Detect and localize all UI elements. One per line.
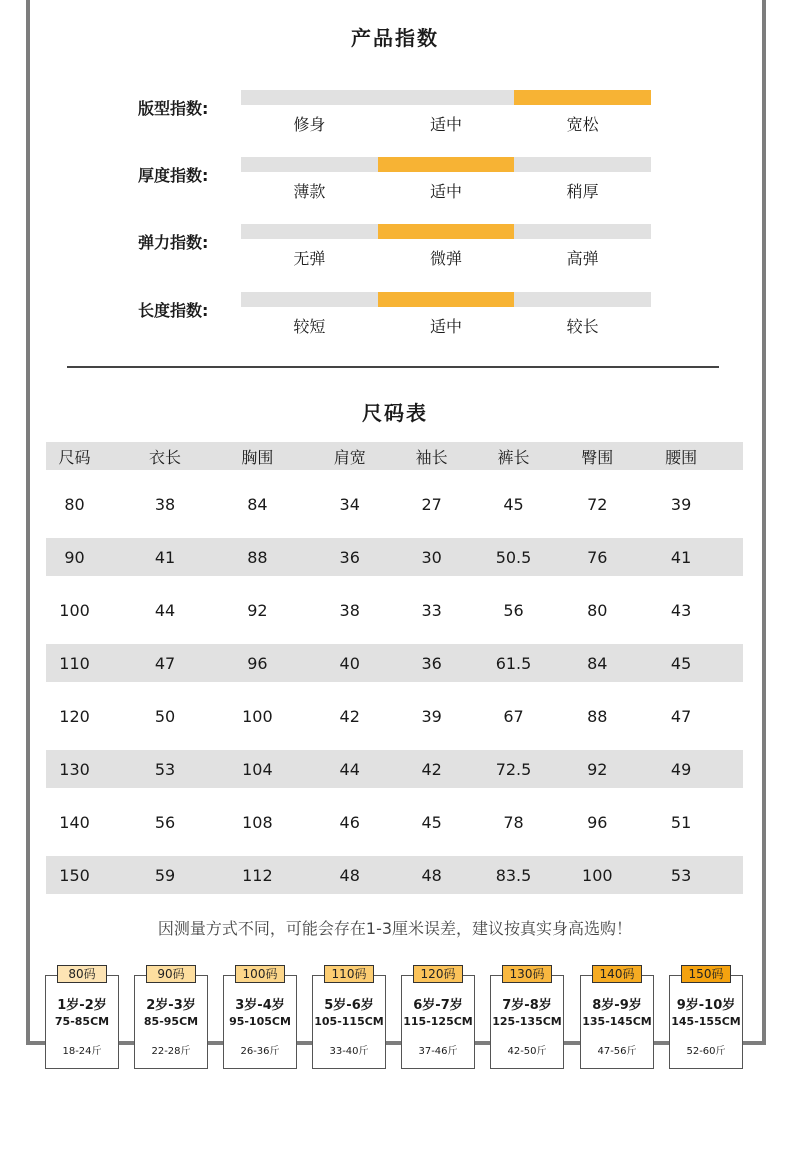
card-height: 105-115CM (314, 1015, 384, 1028)
index-bar-segment (514, 224, 651, 239)
table-cell: 84 (247, 494, 268, 514)
index-options (241, 314, 651, 337)
size-badge: 130码 (502, 965, 552, 983)
index-bar-segment (241, 224, 378, 239)
index-bar-segment (514, 90, 651, 105)
table-cell: 83.5 (495, 865, 532, 885)
index-option: 稍厚 (566, 182, 599, 201)
card-height: 75-85CM (54, 1015, 110, 1028)
index-row (0, 224, 790, 274)
product-index-title: 产品指数 (351, 26, 439, 50)
table-cell: 34 (339, 494, 360, 514)
index-label: 厚度指数: (138, 166, 209, 185)
table-cell: 51 (670, 812, 692, 832)
table-header-cell: 臀围 (581, 447, 614, 467)
table-cell: 92 (587, 759, 608, 779)
size-badge: 90码 (146, 965, 196, 983)
index-option: 适中 (430, 115, 463, 134)
table-cell: 50.5 (495, 547, 532, 567)
table-cell: 53 (670, 865, 692, 885)
index-label: 弹力指数: (138, 233, 209, 252)
size-badge: 80码 (57, 965, 107, 983)
index-bar-segment (241, 157, 378, 172)
table-cell: 72.5 (495, 759, 532, 779)
size-table (46, 442, 743, 894)
size-card (669, 967, 743, 1069)
table-cell: 67 (503, 706, 524, 726)
index-option: 高弹 (566, 249, 599, 268)
table-cell: 47 (670, 706, 692, 726)
table-cell: 30 (421, 547, 442, 567)
index-options (241, 246, 651, 269)
index-bar (241, 224, 651, 239)
index-row (0, 292, 790, 342)
card-weight: 52-60斤 (686, 1046, 726, 1057)
table-cell: 110 (59, 653, 90, 673)
table-cell: 41 (154, 547, 176, 567)
card-age: 3岁-4岁 (235, 998, 285, 1013)
table-cell: 84 (587, 653, 608, 673)
size-badge: 120码 (413, 965, 463, 983)
card-age: 1岁-2岁 (57, 998, 107, 1013)
table-cell: 78 (503, 812, 524, 832)
table-cell: 33 (421, 600, 442, 620)
card-height: 125-135CM (492, 1015, 562, 1028)
size-card (490, 967, 564, 1069)
table-cell: 49 (670, 759, 692, 779)
index-bar (241, 157, 651, 172)
table-cell: 108 (242, 812, 273, 832)
table-header-cell: 胸围 (241, 447, 274, 467)
index-bar-segment (378, 224, 515, 239)
table-cell: 44 (154, 600, 176, 620)
card-age: 8岁-9岁 (592, 998, 642, 1013)
index-bar-segment (514, 157, 651, 172)
table-cell: 56 (154, 812, 176, 832)
index-bar-segment (378, 292, 515, 307)
table-row (46, 644, 743, 682)
card-height: 115-125CM (403, 1015, 473, 1028)
size-chart-title: 尺码表 (362, 401, 428, 425)
table-header-cell: 裤长 (497, 447, 530, 467)
size-badge: 140码 (592, 965, 642, 983)
table-cell: 72 (587, 494, 608, 514)
table-cell: 48 (421, 865, 442, 885)
table-cell: 80 (64, 494, 85, 514)
table-cell: 38 (339, 600, 360, 620)
card-weight: 37-46斤 (418, 1046, 458, 1057)
index-row (0, 90, 790, 140)
table-header-cell: 衣长 (149, 447, 182, 467)
card-weight: 26-36斤 (240, 1046, 280, 1057)
index-bar (241, 90, 651, 105)
size-card (45, 967, 119, 1069)
table-cell: 76 (587, 547, 608, 567)
table-cell: 42 (421, 759, 442, 779)
table-header-cell: 肩宽 (333, 447, 366, 467)
table-row (46, 803, 743, 841)
index-option: 适中 (430, 182, 463, 201)
table-cell: 39 (670, 494, 692, 514)
table-row (46, 591, 743, 629)
table-cell: 80 (587, 600, 608, 620)
card-height: 95-105CM (229, 1015, 291, 1028)
card-height: 145-155CM (671, 1015, 741, 1028)
table-cell: 88 (587, 706, 608, 726)
size-card (401, 967, 475, 1069)
table-cell: 100 (59, 600, 90, 620)
index-label: 版型指数: (138, 99, 209, 118)
index-bar-segment (378, 90, 515, 105)
table-cell: 42 (339, 706, 360, 726)
table-cell: 48 (339, 865, 360, 885)
table-cell: 61.5 (495, 653, 532, 673)
size-badge: 100码 (235, 965, 285, 983)
index-option: 薄款 (293, 182, 326, 201)
size-badge: 150码 (681, 965, 731, 983)
index-option: 宽松 (566, 115, 599, 134)
index-option: 较长 (566, 317, 599, 336)
size-card (223, 967, 297, 1069)
table-header-cell: 尺码 (58, 447, 91, 467)
card-weight: 18-24斤 (62, 1046, 102, 1057)
card-age: 7岁-8岁 (502, 998, 552, 1013)
table-row (46, 856, 743, 894)
table-cell: 45 (421, 812, 442, 832)
card-weight: 22-28斤 (151, 1046, 191, 1057)
index-bar-segment (241, 90, 378, 105)
table-row (46, 750, 743, 788)
table-cell: 36 (421, 653, 442, 673)
card-weight: 42-50斤 (507, 1046, 547, 1057)
card-height: 85-95CM (143, 1015, 199, 1028)
size-card (134, 967, 208, 1069)
table-cell: 27 (421, 494, 442, 514)
table-cell: 88 (247, 547, 268, 567)
table-cell: 150 (59, 865, 90, 885)
table-cell: 130 (59, 759, 90, 779)
size-card (580, 967, 654, 1069)
table-cell: 36 (339, 547, 360, 567)
table-cell: 41 (670, 547, 692, 567)
table-cell: 45 (670, 653, 692, 673)
table-cell: 53 (154, 759, 176, 779)
table-cell: 44 (339, 759, 360, 779)
table-cell: 59 (154, 865, 176, 885)
table-cell: 100 (242, 706, 273, 726)
table-cell: 56 (503, 600, 524, 620)
card-age: 5岁-6岁 (324, 998, 374, 1013)
index-option: 较短 (293, 317, 326, 336)
table-cell: 140 (59, 812, 90, 832)
table-row (46, 697, 743, 735)
table-cell: 50 (154, 706, 176, 726)
card-weight: 47-56斤 (597, 1046, 637, 1057)
table-cell: 96 (247, 653, 268, 673)
index-bar-segment (241, 292, 378, 307)
index-option: 修身 (293, 115, 326, 134)
index-bar (241, 292, 651, 307)
table-cell: 43 (670, 600, 692, 620)
table-row (46, 485, 743, 523)
card-weight: 33-40斤 (329, 1046, 369, 1057)
index-options (241, 179, 651, 202)
section-divider (67, 366, 719, 368)
table-cell: 39 (421, 706, 442, 726)
index-label: 长度指数: (138, 301, 209, 320)
table-header-cell: 袖长 (415, 447, 448, 467)
index-row (0, 157, 790, 207)
index-option: 适中 (430, 317, 463, 336)
table-header-cell: 腰围 (665, 447, 698, 467)
table-cell: 104 (242, 759, 273, 779)
index-option: 无弹 (293, 249, 326, 268)
size-badge: 110码 (324, 965, 374, 983)
table-cell: 90 (64, 547, 85, 567)
table-cell: 120 (59, 706, 90, 726)
measurement-note: 因测量方式不同，可能会存在1-3厘米误差，建议按真实身高选购！ (157, 919, 633, 938)
table-cell: 46 (339, 812, 360, 832)
card-age: 2岁-3岁 (146, 998, 196, 1013)
index-bar-segment (378, 157, 515, 172)
table-cell: 96 (587, 812, 608, 832)
index-option: 微弹 (430, 249, 463, 268)
index-bar-segment (514, 292, 651, 307)
table-cell: 100 (582, 865, 613, 885)
card-age: 9岁-10岁 (676, 998, 736, 1013)
card-height: 135-145CM (582, 1015, 652, 1028)
table-cell: 40 (339, 653, 360, 673)
table-cell: 112 (242, 865, 273, 885)
table-cell: 38 (154, 494, 176, 514)
table-cell: 45 (503, 494, 524, 514)
card-age: 6岁-7岁 (413, 998, 463, 1013)
table-header-row (46, 442, 743, 470)
table-cell: 92 (247, 600, 268, 620)
table-cell: 47 (154, 653, 176, 673)
table-row (46, 538, 743, 576)
index-options (241, 112, 651, 135)
size-card (312, 967, 386, 1069)
